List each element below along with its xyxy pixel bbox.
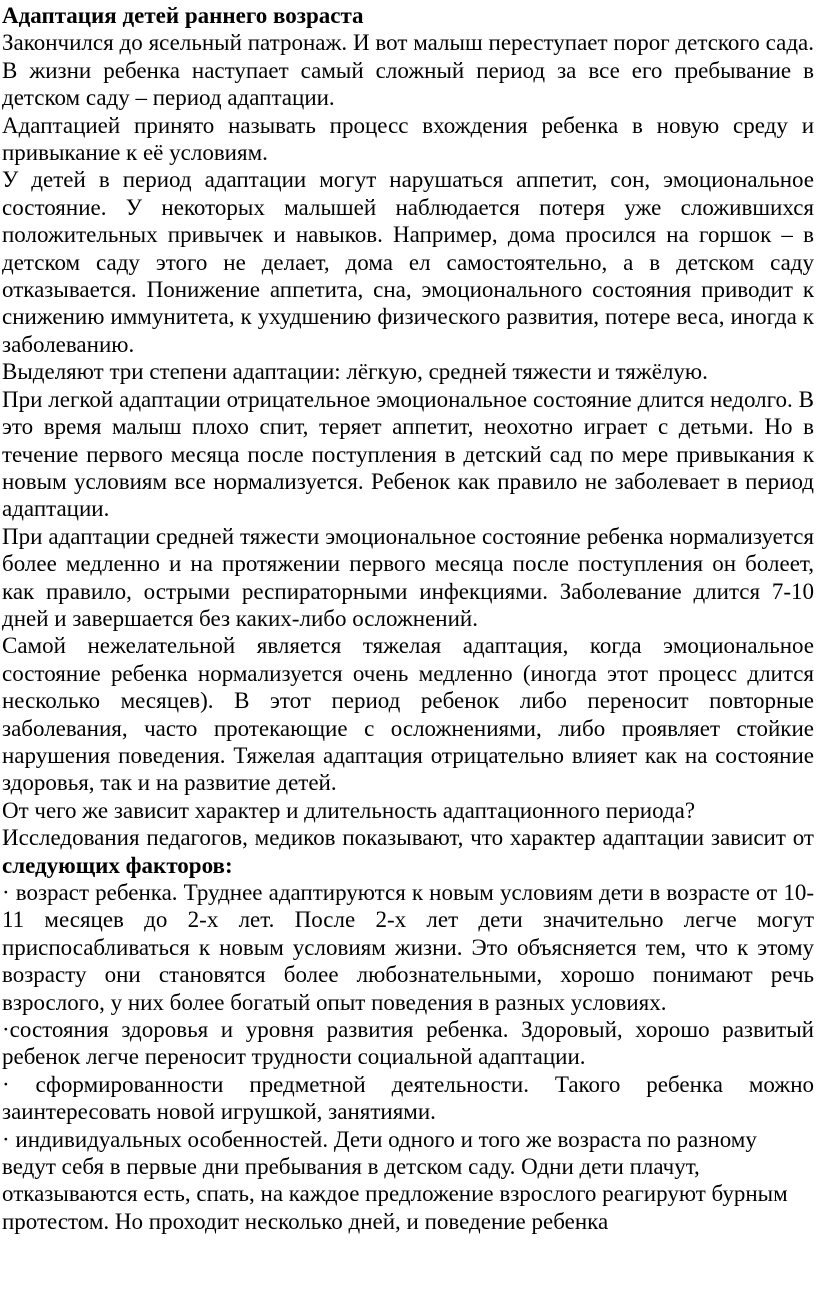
factor-item-individual: · индивидуальных особенностей. Дети одного и того же возраста по разному ведут себя в первые дни пребывания в детском саду. Одни дети плачут, отказываются есть, спать, на каждое предложение взрослого реагируют бурным протестом. Но проходит несколько дней, и поведение ребенка [2, 1126, 788, 1234]
factor-item-age: · возраст ребенка. Труднее адаптируются к новым условиям дети в возрасте от 10-11 месяцев до 2-х лет. После 2-х лет дети значительно легче могут приспосабливаться к новым условиям жизни. Это объясняется тем, что к этому возрасту они становятся более любознательными, хорошо понимают речь взрослого, у них более богатый опыт поведения в разных условиях. [2, 880, 814, 1015]
document-page [2, 2, 814, 1235]
paragraph-light-adaptation: При легкой адаптации отрицательное эмоциональное состояние длится недолго. В это время малыш плохо спит, теряет аппетит, неохотно играет с детьми. Но в течение первого месяца после поступления в детский сад по мере привыкания к новым условиям все нормализуется. Ребенок как правило не заболевает в период адаптации. [2, 386, 814, 522]
paragraph-question: От чего же зависит характер и длительность адаптационного периода? [2, 797, 696, 823]
factors-intro-bold: следующих факторов: [2, 852, 233, 878]
factor-item-activity: · сформированности предметной деятельности. Такого ребенка можно заинтересовать новой игрушкой, занятиями. [2, 1071, 814, 1125]
paragraph-intro: Закончился до ясельный патронаж. И вот малыш переступает порог детского сада. В жизни ребенка наступает самый сложный период за все его пребывание в детском саду – период адаптации. [2, 30, 814, 111]
factor-item-health: ·состояния здоровья и уровня развития ребенка. Здоровый, хорошо развитый ребенок легче переносит трудности социальной адаптации. [2, 1017, 814, 1070]
paragraph-symptoms: У детей в период адаптации могут нарушаться аппетит, сон, эмоциональное состояние. У некоторых малышей наблюдается потеря уже сложившихся положительных привычек и навыков. Например, дома просился на горшок – в детском саду этого не делает, дома ел самостоятельно, а в детском саду отказывается. Понижение аппетита, сна, эмоционального состояния приводит к снижению иммунитета, к ухудшению физического развития, потере веса, иногда к заболеванию. [2, 167, 814, 357]
paragraph-degrees: Выделяют три степени адаптации: лёгкую, средней тяжести и тяжёлую. [2, 359, 708, 385]
paragraph-factors-intro [2, 824, 814, 879]
paragraph-severe-adaptation: Самой нежелательной является тяжелая адаптация, когда эмоциональное состояние ребенка нормализуется очень медленно (иногда этот процесс длится несколько месяцев). В этот период ребенок либо переносит повторные заболевания, часто протекающие с осложнениями, либо проявляет стойкие нарушения поведения. Тяжелая адаптация отрицательно влияет как на состояние здоровья, так и на развитие детей. [2, 633, 814, 796]
document-title: Адаптация детей раннего возраста [2, 3, 364, 28]
paragraph-medium-adaptation: При адаптации средней тяжести эмоциональное состояние ребенка нормализуется более медленно и на протяжении первого месяца после поступления он болеет, как правило, острыми респираторными инфекциями. Заболевание длится 7-10 дней и завершается без каких-либо осложнений. [2, 523, 814, 631]
factors-intro-text: Исследования педагогов, медиков показывают, что характер адаптации зависит от [2, 825, 814, 851]
paragraph-definition: Адаптацией принято называть процесс вхождения ребенка в новую среду и привыкание к её условиям. [2, 112, 814, 166]
